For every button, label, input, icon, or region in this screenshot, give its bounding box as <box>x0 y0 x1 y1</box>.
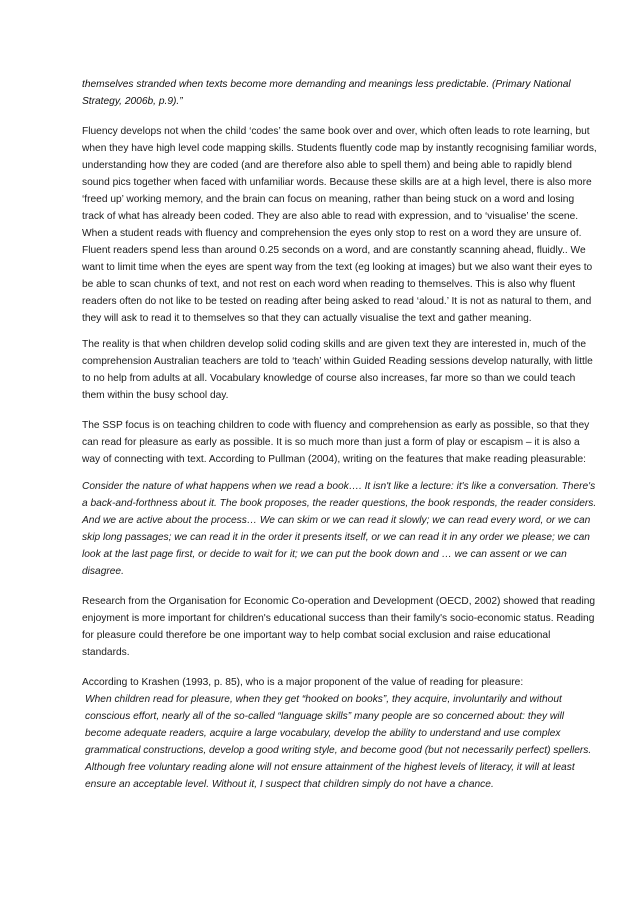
paragraph-ssp-focus: The SSP focus is on teaching children to code with fluency and comprehension as early as possible, so that they can read for pleasure as early as possible. It is so much more than just a form of play or escapism – it is also a way of connecting with text. According to Pullman (2004), writing on the features that make reading pleasurable: <box>82 420 590 465</box>
quote-continuation: themselves stranded when texts become more demanding and meanings less predictable. (Primary National Strategy, 2006b, p.9).” <box>82 79 571 107</box>
block-quote-krashen: When children read for pleasure, when they get “hooked on books”, they acquire, involuntarily and without conscious effort, nearly all of the so-called “language skills” many people are so concerned about: they will become adequate readers, acquire a large vocabulary, develop the ability to understand and use complex grammatical constructions, develop a good writing style, and become good (but not necessarily perfect) spellers. Although free voluntary reading alone will not ensure attainment of the highest levels of literacy, it will at least ensure an acceptable level. Without it, I suspect that children simply do not have a chance. <box>85 694 592 790</box>
paragraph-reality: The reality is that when children develop solid coding skills and are given text they are interested in, much of the comprehension Australian teachers are told to ‘teach’ within Guided Reading sessions develop naturally, with little to no help from adults at all. Vocabulary knowledge of course also increases, far more so than we could teach them within the busy school day. <box>82 339 593 401</box>
block-quote-pullman: Consider the nature of what happens when we read a book…. It isn't like a lecture: it's like a conversation. There's a back-and-forthness about it. The book proposes, the reader questions, the book responds, the reader considers. And we are active about the process… We can skim or we can read it slowly; we can read every word, or we can skip long passages; we can read it in the order it presents itself, or we can read it in any order we please; we can look at the last page first, or decide to wait for it; we can put the book down and … we can assent or we can disagree. <box>82 481 597 577</box>
paragraph-krashen-intro: According to Krashen (1993, p. 85), who is a major proponent of the value of reading for pleasure: <box>82 677 524 688</box>
paragraph-fluency: Fluency develops not when the child ‘codes’ the same book over and over, which often leads to rote learning, but when they have high level code mapping skills. Students fluently code map by instantly recognising familiar words, understanding how they are coded (and are therefore also able to spell them) and being able to rapidly blend sound pics together when faced with unfamiliar words. Because these skills are at a high level, there is also more ‘freed up’ working memory, and the brain can focus on meaning, rather than being stuck on a word and losing track of what has already been coded. They are also able to read with expression, and to ‘visualise’ the scene. <box>82 126 597 222</box>
paragraph-oecd: Research from the Organisation for Economic Co-operation and Development (OECD, 2002) showed that reading enjoyment is more important for children's educational success than their family's socio-economic status. Reading for pleasure could therefore be one important way to help combat social exclusion and raise educational standards. <box>82 596 596 658</box>
paragraph-eye-movement: When a student reads with fluency and comprehension the eyes only stop to rest on a word they are unsure of. Fluent readers spend less than around 0.25 seconds on a word, and are constantly scanning ahead, fluidly.. We want to limit time when the eyes are spent way from the text (eg looking at images) but we also want their eyes to be able to scan chunks of text, and not rest on each word when reading to themselves. This is also why fluent readers often do not like to be tested on reading after being asked to read ‘aloud.’ It is not as natural to them, and they will ask to read it to themselves so that they can actually visualise the text and gather meaning. <box>82 228 593 324</box>
